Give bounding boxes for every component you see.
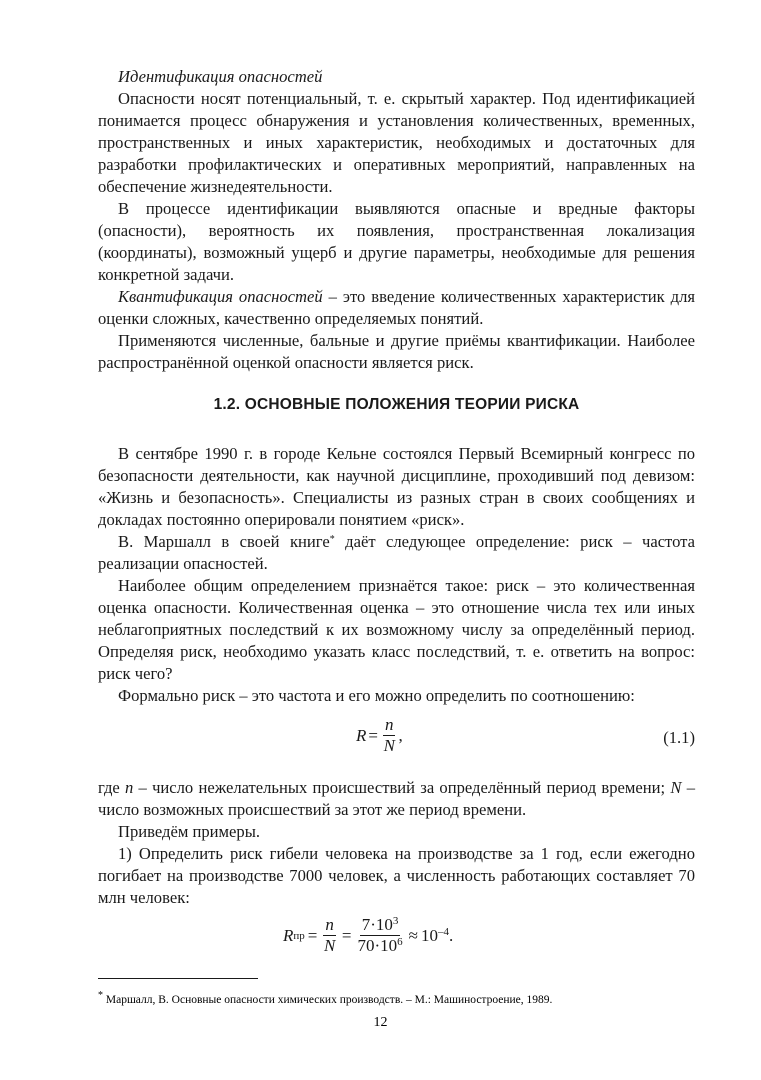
paragraph-congress: В сентябре 1990 г. в городе Кельне состоялся Первый Всемирный конгресс по безопасности деятельности, как научной дисциплине, проходивший под девизом: «Жизнь и безопасность». Специалисты из разных стран в своих сообщениях и докладах постоянно оперировали понятием «риск». bbox=[98, 444, 695, 529]
marshall-text-start: В. Маршалл в своей книге bbox=[118, 532, 330, 551]
footnote-reference: * bbox=[329, 534, 335, 545]
quantification-definition: – это введение количественных характеристик для оценки сложных, качественно определяемых понятий. bbox=[98, 287, 695, 328]
numerator-2-base: 7·10 bbox=[361, 915, 393, 934]
formula2-result bbox=[421, 925, 449, 947]
paragraph-examples-intro: Приведём примеры. bbox=[118, 822, 261, 841]
numerator-2-exponent: 3 bbox=[392, 915, 399, 927]
formula-fraction bbox=[383, 715, 396, 756]
footnote bbox=[98, 990, 553, 1007]
formula2-period: . bbox=[448, 925, 454, 945]
variable-N-definition: – число возможных происшествий за этот же период времени. bbox=[98, 778, 695, 819]
formula-r-symbol: R bbox=[356, 725, 367, 745]
formula2-denominator-2 bbox=[357, 936, 402, 956]
formula-1-1-expression bbox=[356, 715, 403, 756]
paragraph-variable-definitions bbox=[98, 777, 695, 821]
quantification-term: Квантификация опасностей bbox=[118, 287, 323, 306]
fraction-numerator: n bbox=[384, 715, 394, 734]
formula-equals: = bbox=[368, 725, 378, 745]
paragraph-identification-process: В процессе идентификации выявляются опасные и вредные факторы (опасности), вероятность их появления, пространственная локализация (координаты), возможный ущерб и другие параметры, необходимые для решения конкретной задачи. bbox=[98, 199, 695, 284]
footnote-separator bbox=[98, 978, 258, 979]
variable-N: N bbox=[670, 778, 682, 797]
result-exponent: –4 bbox=[437, 925, 449, 938]
denominator-2-base: 70·10 bbox=[357, 936, 398, 955]
formula2-equals-1: = bbox=[307, 925, 318, 945]
result-base: 10 bbox=[420, 925, 438, 945]
formula2-fraction-2 bbox=[357, 915, 402, 956]
subsection-title-identification: Идентификация опасностей bbox=[118, 67, 323, 86]
where-word: где bbox=[98, 778, 126, 797]
formula2-equals-2: = bbox=[341, 925, 352, 945]
paragraph-general-definition: Наиболее общим определением признаётся такое: риск – это количественная оценка опасности. Количественная оценка – это отношение числа тех или иных неблагоприятных последствий к их возможному числу за определённый период. Определяя риск, необходимо указать класс последствий, т. е. ответить на вопрос: риск чего? bbox=[98, 576, 695, 683]
paragraph-formal-definition: Формально риск – это частота и его можно определить по соотношению: bbox=[118, 686, 635, 705]
equation-number: (1.1) bbox=[663, 728, 695, 747]
footnote-mark: * bbox=[98, 990, 103, 1001]
paragraph-quantification-methods: Применяются численные, бальные и другие приёмы квантификации. Наиболее распространённой оценкой опасности является риск. bbox=[98, 331, 695, 372]
paragraph-quantification bbox=[98, 286, 695, 330]
formula2-denominator-1: N bbox=[323, 936, 336, 955]
fraction-denominator: N bbox=[383, 736, 395, 755]
variable-n: n bbox=[125, 778, 134, 797]
formula-1-1 bbox=[98, 711, 695, 773]
section-heading: 1.2. ОСНОВНЫЕ ПОЛОЖЕНИЯ ТЕОРИИ РИСКА bbox=[213, 396, 580, 413]
paragraph-example-1: 1) Определить риск гибели человека на производстве за 1 год, если ежегодно погибает на производстве 7000 человек, а численность работающих составляет 70 млн человек: bbox=[98, 844, 695, 907]
formula2-numerator-1: n bbox=[325, 915, 334, 934]
formula2-fraction-1 bbox=[323, 915, 336, 956]
paragraph-identification-definition: Опасности носят потенциальный, т. е. скрытый характер. Под идентификацией понимается процесс обнаружения и установления количественных, временных, пространственных и иных характеристик, необходимых и достаточных для разработки профилактических и оперативных мероприятий, направленных на обеспечение жизнедеятельности. bbox=[98, 89, 695, 196]
marshall-text-end: даёт следующее определение: риск – частота реализации опасностей. bbox=[98, 532, 695, 573]
formula-example-1-expression: R пр = $\frac{n}{N}$ = $\frac{7\cdot 10^3}{70\cdot 10^6}$ ≈ $10^{-4}$ . bbox=[283, 915, 454, 955]
paragraph-marshall bbox=[98, 531, 695, 575]
denominator-2-exponent: 6 bbox=[397, 936, 403, 948]
variable-n-definition: – число нежелательных происшествий за определённый период времени; bbox=[133, 778, 666, 797]
formula2-numerator-2 bbox=[360, 915, 401, 936]
formula2-approx: ≈ bbox=[408, 925, 418, 945]
formula2-r-symbol: R bbox=[283, 925, 294, 945]
footnote-text: Маршалл, В. Основные опасности химических производств. – М.: Машиностроение, 1989. bbox=[103, 994, 553, 1006]
formula-example-1 bbox=[98, 911, 695, 977]
formula-comma: , bbox=[398, 725, 403, 745]
page-number: 12 bbox=[373, 1015, 388, 1030]
